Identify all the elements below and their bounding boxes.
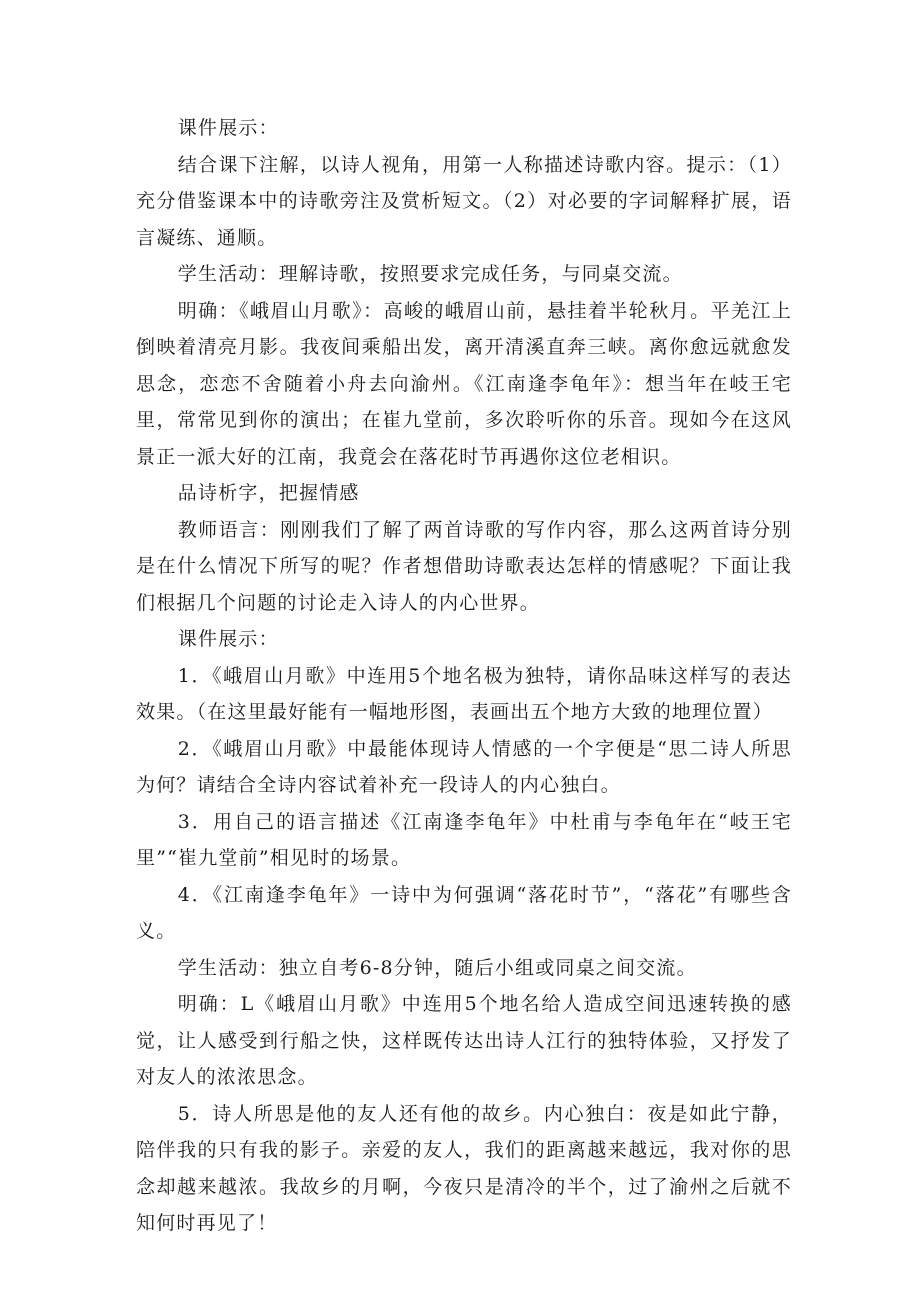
paragraph-courseware-display-2: 课件展示： [177, 628, 279, 650]
paragraph-teacher-language: 教师语言：刚刚我们了解了两首诗歌的写作内容，那么这两首诗分别是在什么情况下所写的呢？作者想借助诗歌表达怎样的情感呢？下面让我们根据几个问题的讨论走入诗人的内心世界。 [136, 518, 792, 614]
question-1: 1．《峨眉山月歌》中连用5个地名极为独特，请你品味这样写的表达效果。（在这里最好能有一幅地形图，表画出五个地方大致的地理位置） [136, 664, 792, 723]
document-body [136, 110, 792, 1242]
question-3: 3．用自己的语言描述《江南逢李龟年》中杜甫与李龟年在“岐王宅里”“崔九堂前”相见时的场景。 [136, 810, 792, 869]
section-heading: 品诗析字，把握情感 [177, 482, 360, 504]
question-2: 2．《峨眉山月歌》中最能体现诗人情感的一个字便是“思二诗人所思为何？请结合全诗内容试着补充一段诗人的内心独白。 [136, 737, 792, 796]
paragraph-courseware-display-1: 课件展示： [177, 117, 279, 139]
paragraph-student-activity-2: 学生活动：独立自考6-8分钟，随后小组或同桌之间交流。 [177, 956, 697, 979]
paragraph-task-instructions: 结合课下注解，以诗人视角，用第一人称描述诗歌内容。提示：（1）充分借鉴课本中的诗歌旁注及赏析短文。（2）对必要的字词解释扩展，语言凝练、通顺。 [136, 153, 792, 249]
question-4: 4．《江南逢李龟年》一诗中为何强调“落花时节”，“落花”有哪些含义。 [136, 883, 792, 942]
paragraph-student-activity-1: 学生活动：理解诗歌，按照要求完成任务，与同桌交流。 [177, 263, 683, 285]
paragraph-clarification-2: 明确：L《峨眉山月歌》中连用5个地名给人造成空间迅速转换的感觉，让人感受到行船之快，这样既传达出诗人江行的独特体验，又抒发了对友人的浓浓思念。 [136, 993, 792, 1088]
paragraph-answer-5: 5．诗人所思是他的友人还有他的故乡。内心独白：夜是如此宁静，陪伴我的只有我的影子。亲爱的友人，我们的距离越来越远，我对你的思念却越来越浓。我故乡的月啊，今夜只是清冷的半个，过了渝州之后就不知何时再见了！ [136, 1102, 792, 1234]
paragraph-clarification-1: 明确：《峨眉山月歌》：高峻的峨眉山前，悬挂着半轮秋月。平羌江上倒映着清亮月影。我夜间乘船出发，离开清溪直奔三峡。离你愈远就愈发思念，恋恋不舍随着小舟去向渝州。《江南逢李龟年》：想当年在岐王宅里，常常见到你的演出；在崔九堂前，多次聆听你的乐音。现如今在这风景正一派大好的江南，我竟会在落花时节再遇你这位老相识。 [136, 299, 792, 468]
